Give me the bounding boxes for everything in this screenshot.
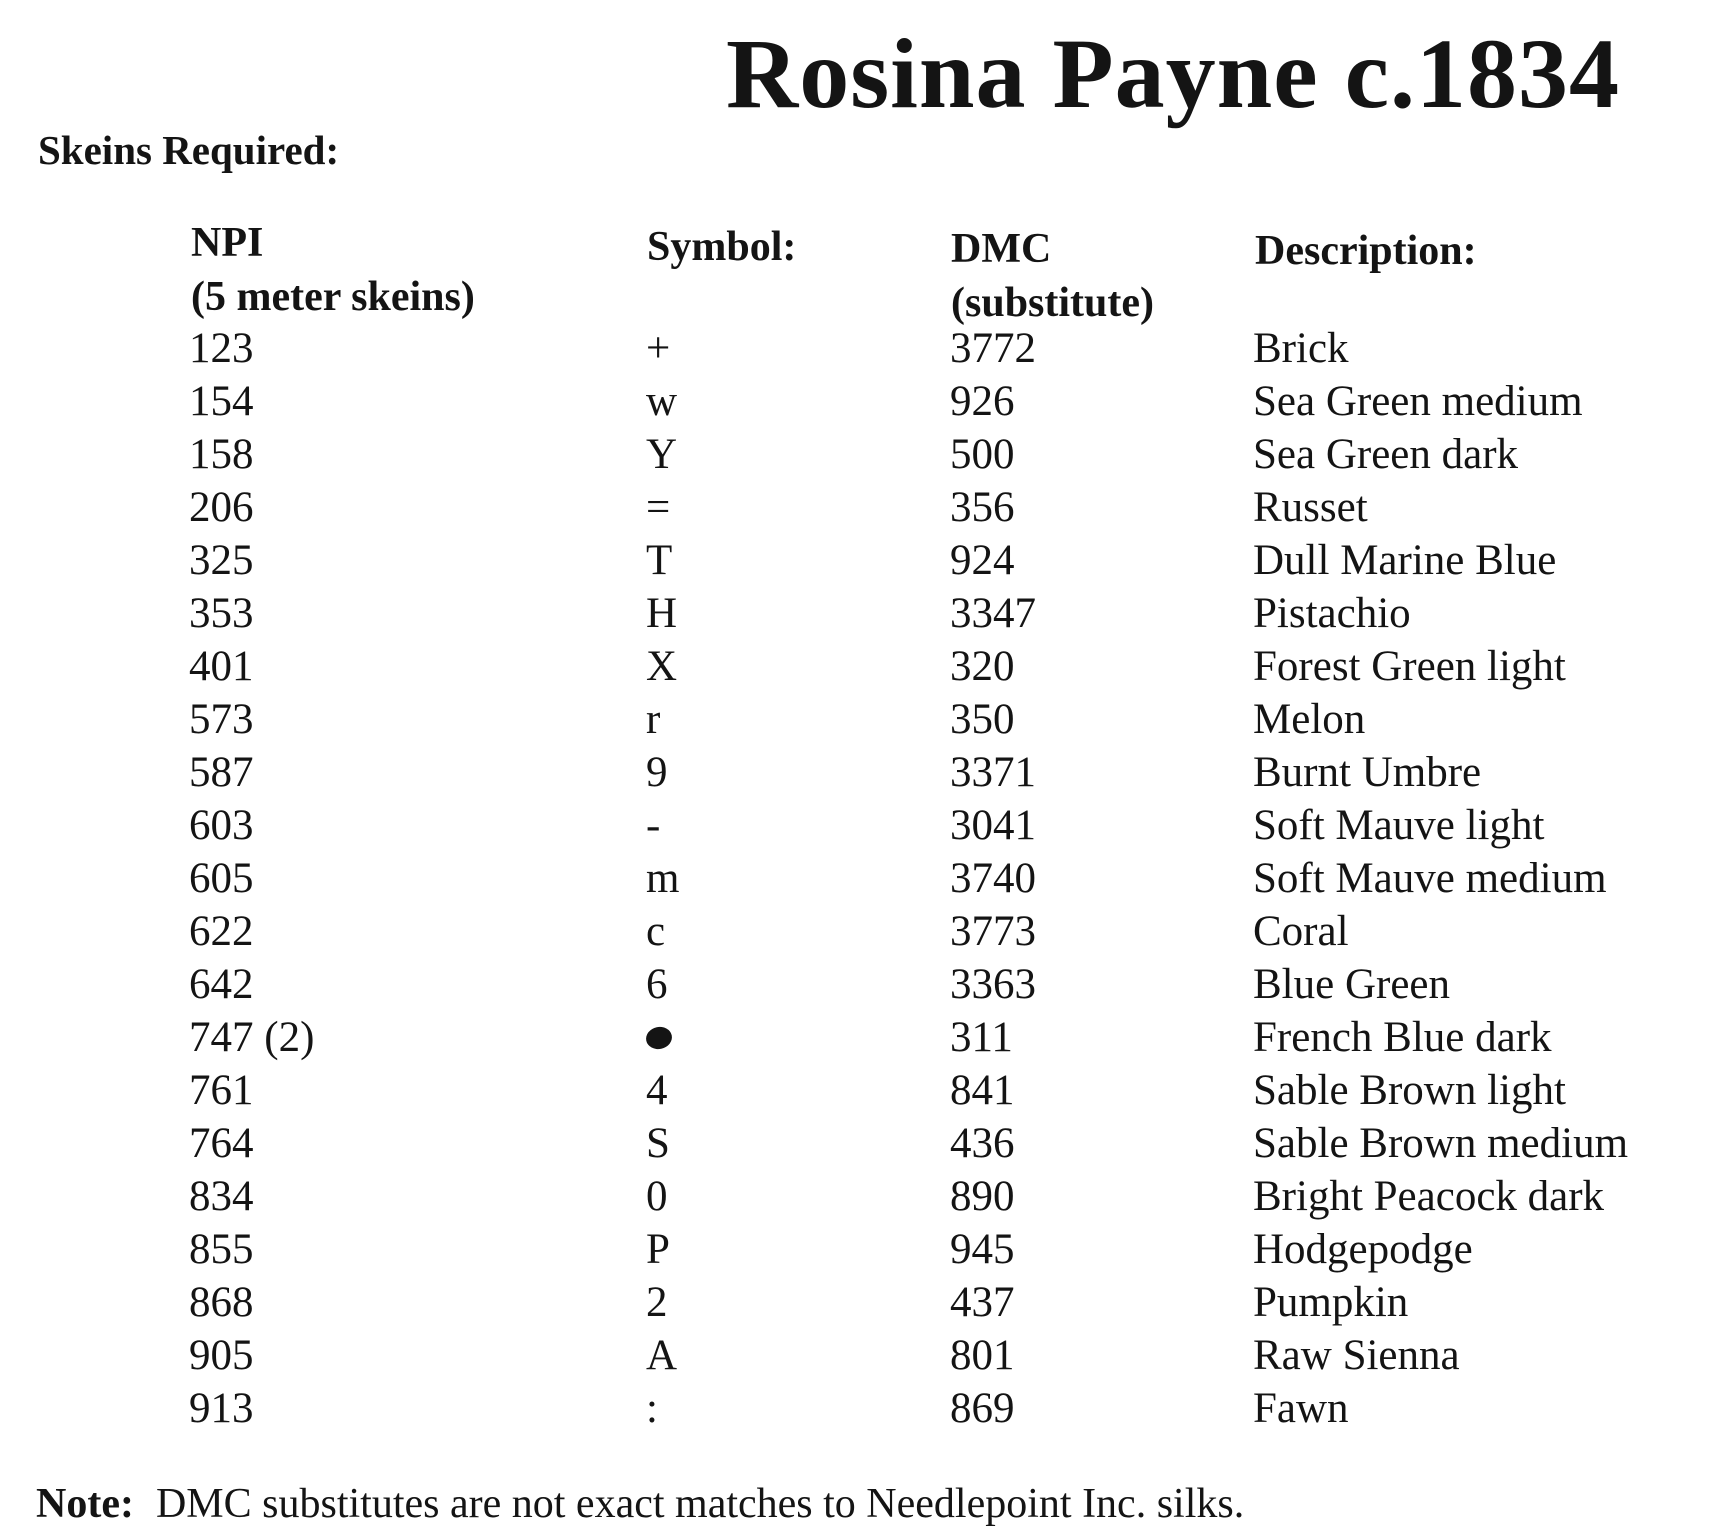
dmc-number: 3363 [950,961,1036,1008]
table-row [0,799,1719,852]
table-row [0,1170,1719,1223]
table-row [0,1223,1719,1276]
column-header-dmc-sub: (substitute) [951,280,1155,326]
npi-number: 605 [189,855,254,902]
dmc-number: 3371 [950,749,1036,796]
table-row [0,428,1719,481]
npi-number: 206 [189,484,254,531]
dmc-number: 320 [950,643,1015,690]
npi-number: 603 [189,802,254,849]
dmc-number: 869 [950,1385,1015,1432]
color-description: Burnt Umbre [1253,749,1482,796]
table-row [0,534,1719,587]
color-description: Soft Mauve light [1253,802,1545,849]
symbol-filled-dot-icon [646,1011,672,1064]
chart-symbol: - [646,802,661,849]
chart-symbol: 9 [646,749,668,796]
chart-symbol: S [646,1120,670,1167]
table-row [0,746,1719,799]
dmc-number: 890 [950,1173,1015,1220]
npi-number: 325 [189,537,254,584]
dmc-number: 436 [950,1120,1015,1167]
column-header-description [1255,224,1477,278]
color-description: Brick [1253,325,1349,372]
column-header-symbol [647,220,796,274]
page-title: Rosina Payne c.1834 [726,18,1620,129]
chart-symbol: r [646,696,661,743]
column-header-symbol-label: Symbol: [647,224,797,270]
column-header-dmc [951,222,1154,330]
npi-number: 123 [189,325,254,372]
section-heading: Skeins Required: [38,127,340,173]
dmc-number: 3041 [950,802,1036,849]
color-description: Dull Marine Blue [1253,537,1557,584]
npi-number: 622 [189,908,254,955]
chart-symbol: T [646,537,673,584]
column-header-npi-label: NPI [191,220,264,266]
npi-number: 353 [189,590,254,637]
table-row [0,587,1719,640]
chart-symbol: 0 [646,1173,668,1220]
dmc-number: 3773 [950,908,1036,955]
color-description: Sea Green medium [1253,378,1583,425]
color-description: Bright Peacock dark [1253,1173,1605,1220]
dmc-number: 841 [950,1067,1015,1114]
table-row [0,958,1719,1011]
color-description: Raw Sienna [1253,1332,1460,1379]
color-description: Coral [1253,908,1349,955]
color-description: Melon [1253,696,1366,743]
npi-number: 905 [189,1332,254,1379]
column-header-npi-sub: (5 meter skeins) [191,274,475,320]
chart-symbol: 2 [646,1279,668,1326]
table-row [0,852,1719,905]
dmc-number: 311 [950,1014,1013,1061]
dmc-number: 356 [950,484,1015,531]
npi-number: 642 [189,961,254,1008]
table-row [0,640,1719,693]
npi-number: 154 [189,378,254,425]
table-row [0,481,1719,534]
color-description: Sea Green dark [1253,431,1519,478]
filled-dot-icon [644,1025,674,1052]
dmc-number: 924 [950,537,1015,584]
dmc-number: 437 [950,1279,1015,1326]
chart-symbol: : [646,1385,658,1432]
table-row [0,1011,1719,1064]
chart-symbol: P [646,1226,670,1273]
npi-number: 764 [189,1120,254,1167]
color-description: Sable Brown medium [1253,1120,1629,1167]
npi-number: 868 [189,1279,254,1326]
table-row [0,1382,1719,1435]
chart-symbol: A [646,1332,678,1379]
chart-symbol: c [646,908,666,955]
chart-symbol: m [646,855,680,902]
chart-symbol: X [646,643,678,690]
table-row [0,322,1719,375]
npi-number: 913 [189,1385,254,1432]
table-row [0,693,1719,746]
chart-symbol: H [646,590,678,637]
npi-number: 401 [189,643,254,690]
table-row [0,905,1719,958]
npi-number: 587 [189,749,254,796]
color-description: French Blue dark [1253,1014,1552,1061]
chart-symbol: + [646,325,671,372]
column-header-dmc-label: DMC [951,226,1052,272]
dmc-number: 500 [950,431,1015,478]
chart-symbol: w [646,378,678,425]
dmc-number: 350 [950,696,1015,743]
chart-symbol: = [646,484,671,531]
skein-table [0,322,1719,1435]
color-description: Soft Mauve medium [1253,855,1607,902]
footnote-label: Note: [36,1481,134,1527]
dmc-number: 3740 [950,855,1036,902]
npi-number: 761 [189,1067,254,1114]
npi-number: 158 [189,431,254,478]
footnote-text: DMC substitutes are not exact matches to Needlepoint Inc. silks. [155,1481,1245,1527]
table-row [0,1064,1719,1117]
column-header-npi [191,216,475,324]
dmc-number: 926 [950,378,1015,425]
color-description: Sable Brown light [1253,1067,1566,1114]
npi-number: 747 (2) [189,1014,315,1061]
table-row [0,1329,1719,1382]
column-header-description-label: Description: [1255,228,1477,274]
table-row [0,1117,1719,1170]
dmc-number: 3347 [950,590,1036,637]
npi-number: 834 [189,1173,254,1220]
color-description: Fawn [1253,1385,1349,1432]
table-row [0,1276,1719,1329]
chart-symbol: Y [646,431,678,478]
color-description: Pistachio [1253,590,1411,637]
footnote [36,1480,1244,1528]
npi-number: 573 [189,696,254,743]
color-description: Hodgepodge [1253,1226,1473,1273]
npi-number: 855 [189,1226,254,1273]
dmc-number: 801 [950,1332,1015,1379]
color-description: Blue Green [1253,961,1451,1008]
color-description: Russet [1253,484,1368,531]
chart-symbol: 6 [646,961,668,1008]
color-description: Pumpkin [1253,1279,1409,1326]
dmc-number: 3772 [950,325,1036,372]
dmc-number: 945 [950,1226,1015,1273]
chart-symbol: 4 [646,1067,668,1114]
table-row [0,375,1719,428]
color-description: Forest Green light [1253,643,1566,690]
